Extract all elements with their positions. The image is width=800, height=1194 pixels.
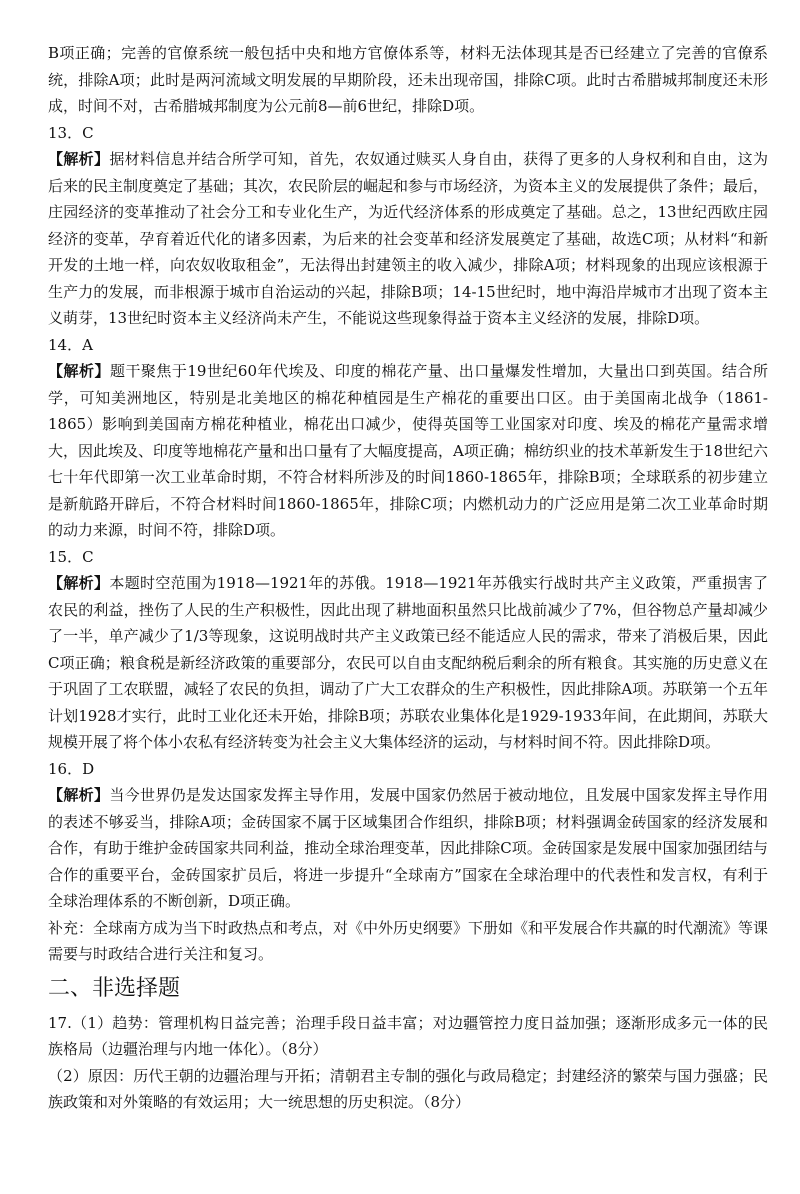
explanation-q16 <box>48 782 768 915</box>
explanation-text: 据材料信息并结合所学可知，首先，农奴通过赎买人身自由，获得了更多的人身权利和自由，这为后来的民主制度奠定了基础；其次，农民阶层的崛起和参与市场经济，为资本主义的发展提供了条件；最后，庄园经济的变革推动了社会分工和专业化生产，为近代经济体系的形成奠定了基础。总之，13世纪西欧庄园经济的变革，孕育着近代化的诸多因素，为后来的社会变革和经济发展奠定了基础，故选C项；从材料“和新开发的土地一样，向农奴收取租金”，无法得出封建领主的收入减少，排除A项；材料现象的出现应该根源于生产力的发展，而非根源于城市自治运动的兴起，排除B项；14-15世纪时，地中海沿岸城市才出现了资本主义萌芽，13世纪时资本主义经济尚未产生，不能说这些现象得益于资本主义经济的发展，排除D项。 <box>48 150 769 327</box>
explanation-q14 <box>48 358 768 544</box>
section-title: 二、非选择题 <box>48 975 181 1001</box>
answer-q14: 14．A <box>48 335 93 354</box>
answer-q13: 13．C <box>48 123 94 142</box>
explanation-tag: 【解析】 <box>48 786 110 804</box>
explanation-text: 本题时空范围为1918—1921年的苏俄。1918—1921年苏俄实行战时共产主义政策，严重损害了农民的利益，挫伤了人民的生产积极性，因此出现了耕地面积虽然只比战前减少了7%，但谷物总产量却减少了一半，单产减少了1/3等现象，这说明战时共产主义政策已经不能适应人民的需求，带来了消极后果，因此C项正确；粮食税是新经济政策的重要部分，农民可以自由支配纳税后剩余的所有粮食。其实施的历史意义在于巩固了工农联盟，减轻了农民的负担，调动了广大工农群众的生产积极性，因此排除A项。苏联第一个五年计划1928才实行，此时工业化还未开始，排除B项；苏联农业集体化是1929-1933年间，在此期间，苏联大规模开展了将个体小农私有经济转变为社会主义大集体经济的运动，与材料时间不符。因此排除D项。 <box>48 574 768 751</box>
answer-q15: 15．C <box>48 547 94 566</box>
answer-q17-part2: （2）原因：历代王朝的边疆治理与开拓；清朝君主专制的强化与政局稳定；封建经济的繁荣与国力强盛；民族政策和对外策略的有效运用；大一统思想的历史积淀。（8分） <box>48 1066 768 1111</box>
explanation-text: 题干聚焦于19世纪60年代埃及、印度的棉花产量、出口量爆发性增加，大量出口到英国。结合所学，可知美洲地区，特别是北美地区的棉花种植园是生产棉花的重要出口区。由于美国南北战争（1861-1865）影响到美国南方棉花种植业，棉花出口减少，使得英国等工业国家对印度、埃及的棉花产量需求增大，因此埃及、印度等地棉花产量和出口量有了大幅度提高，A项正确；棉纺织业的技术革新发生于18世纪六七十年代即第一次工业革命时期，不符合材料所涉及的时间1860-1865年，排除B项；全球联系的初步建立是新航路开辟后，不符合材料时间1860-1865年，排除C项；内燃机动力的广泛应用是第二次工业革命时期的动力来源，时间不符，排除D项。 <box>48 362 768 539</box>
answer-q17-part1: 17.（1）趋势：管理机构日益完善；治理手段日益丰富；对边疆管控力度日益加强；逐渐形成多元一体的民族格局（边疆治理与内地一体化）。（8分） <box>48 1013 768 1058</box>
explanation-tag: 【解析】 <box>48 150 110 168</box>
paragraph-q12-tail: B项正确；完善的官僚系统一般包括中央和地方官僚体系等，材料无法体现其是否已经建立了完善的官僚系统，排除A项；此时是两河流域文明发展的早期阶段，还未出现帝国，排除C项。此时古希腊城邦制度还未形成，时间不对，古希腊城邦制度为公元前8—前6世纪，排除D项。 <box>48 44 768 115</box>
explanation-tag: 【解析】 <box>48 574 110 592</box>
explanation-q15 <box>48 570 768 756</box>
answer-q16: 16．D <box>48 759 95 778</box>
explanation-q13 <box>48 146 768 332</box>
explanation-text: 当今世界仍是发达国家发挥主导作用，发展中国家仍然居于被动地位，且发展中国家发挥主导作用的表述不够妥当，排除A项；金砖国家不属于区域集团合作组织，排除B项；材料强调金砖国家的经济发展和合作，有助于维护金砖国家共同利益，推动全球治理变革，因此排除C项。金砖国家是发展中国家加强团结与合作的重要平台，金砖国家扩员后，将进一步提升“全球南方”国家在全球治理中的代表性和发言权，有利于全球治理体系的不断创新，D项正确。 <box>48 786 768 910</box>
answer-page <box>48 40 768 1116</box>
supplement-note: 补充：全球南方成为当下时政热点和考点，对《中外历史纲要》下册如《和平发展合作共赢的时代潮流》等课需要与时政结合进行关注和复习。 <box>48 918 769 963</box>
explanation-tag: 【解析】 <box>48 362 110 380</box>
